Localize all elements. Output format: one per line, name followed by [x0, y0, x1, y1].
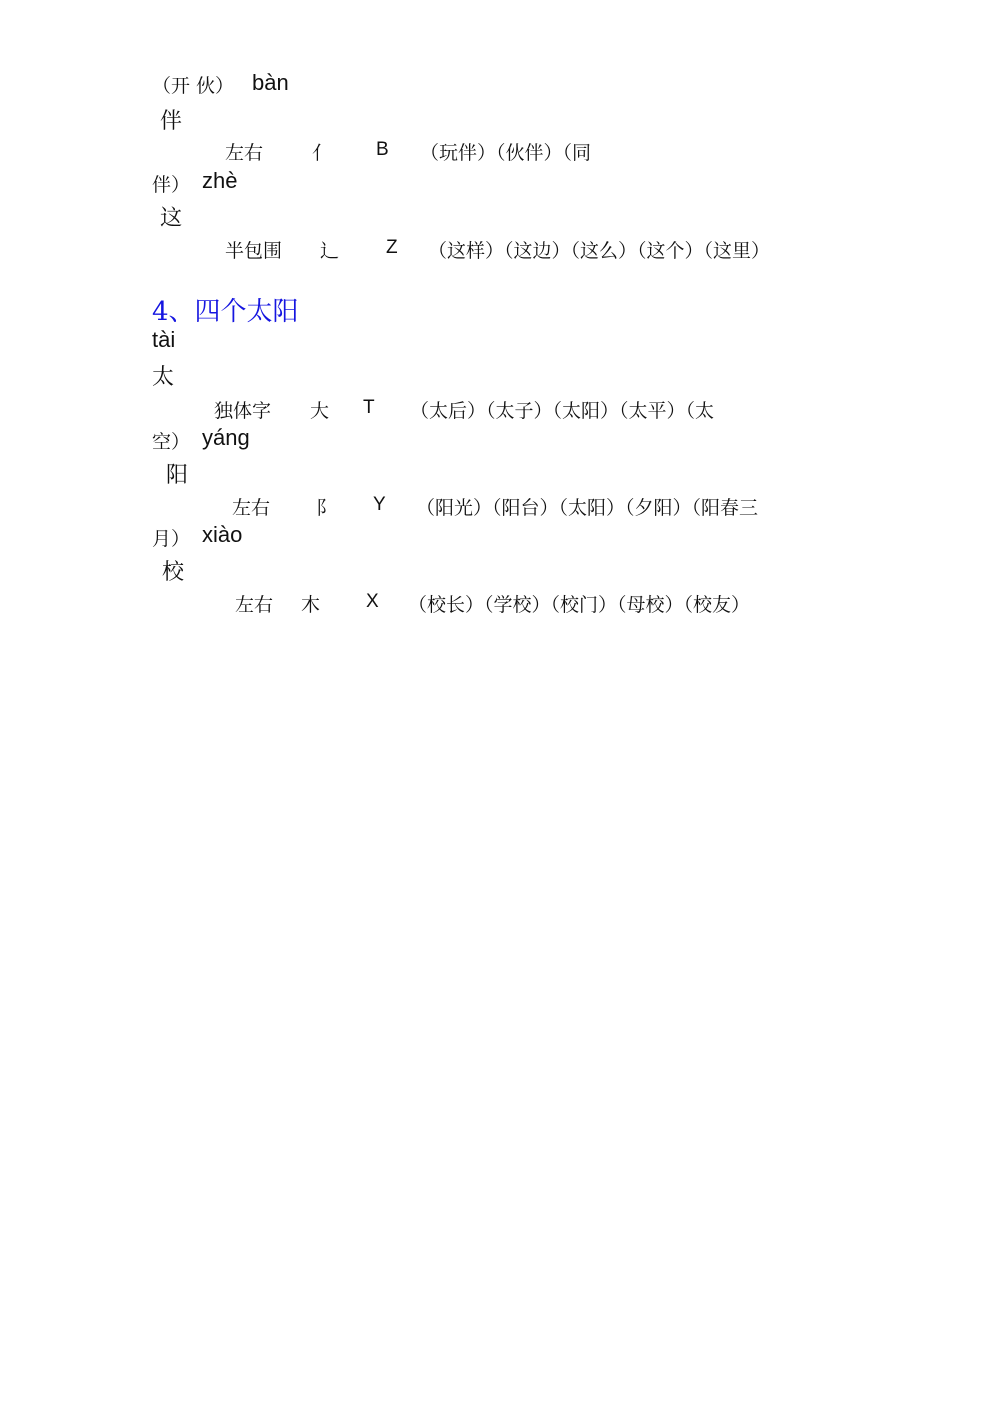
character-xiao: 校: [162, 560, 185, 585]
structure-yang: 左右: [232, 497, 271, 519]
letter-zhe: Z: [386, 237, 398, 258]
character-zhe: 这: [160, 206, 183, 231]
words-tai: （太后）（太子）（太阳）（太平）（太: [410, 400, 715, 422]
pinyin-yang: yáng: [202, 425, 250, 450]
previous-words-tail: （开 伙）: [152, 75, 235, 97]
letter-yang: Y: [373, 494, 386, 515]
pinyin-xiao: xiào: [202, 522, 243, 547]
structure-xiao: 左右: [235, 594, 274, 616]
words-xiao: （校长）（学校）（校门）（母校）（校友）: [408, 594, 751, 616]
words-tai-continued: 空）: [152, 431, 191, 453]
pinyin-tai: tài: [152, 327, 176, 352]
letter-tai: T: [363, 397, 375, 418]
pinyin-zhe: zhè: [202, 168, 238, 193]
structure-ban: 左右: [225, 142, 264, 164]
structure-zhe: 半包围: [225, 240, 283, 262]
radical-tai: 大: [310, 400, 330, 422]
letter-xiao: X: [366, 591, 379, 612]
character-tai: 太: [152, 365, 175, 390]
words-yang-continued: 月）: [152, 528, 191, 550]
words-zhe: （这样）（这边）（这么）（这个）（这里）: [428, 240, 771, 262]
radical-xiao: 木: [301, 594, 321, 616]
words-ban: （玩伴）（伙伴）（同: [420, 142, 592, 164]
radical-yang: 阝: [316, 497, 336, 519]
words-yang: （阳光）（阳台）（太阳）（夕阳）（阳春三: [416, 497, 759, 519]
letter-ban: B: [376, 139, 389, 160]
pinyin-ban: bàn: [252, 70, 289, 95]
radical-ban: 亻: [312, 142, 332, 164]
radical-zhe: 辶: [320, 240, 340, 262]
character-yang: 阳: [166, 463, 189, 488]
character-ban: 伴: [160, 109, 183, 134]
section-heading: 4、四个太阳: [152, 297, 299, 327]
structure-tai: 独体字: [214, 400, 272, 422]
words-ban-continued: 伴）: [152, 174, 191, 196]
